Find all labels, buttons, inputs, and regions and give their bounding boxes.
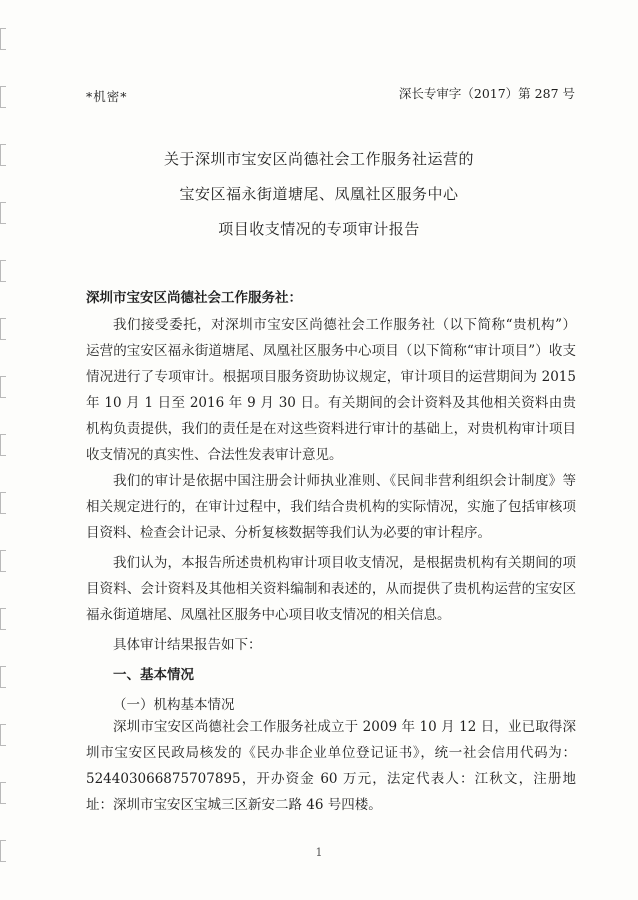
addressee: 深圳市宝安区尚德社会工作服务社： bbox=[86, 290, 302, 306]
binding-mark bbox=[0, 318, 6, 340]
binding-mark bbox=[0, 782, 6, 804]
binding-mark bbox=[0, 724, 6, 746]
paragraph-engagement: 我们接受委托，对深圳市宝安区尚德社会工作服务社（以下简称“贵机构”） 运营的宝安区福永街道塘尾、凤凰社区服务中心项目（以下简称“审计项目”）收支情况进行了专项审计。根据项目服务资助协议规定，审计项目的运营期间为 2015 年 10 月 1 日至 2016 年 9 月 30 日。有关期间的会计资料及其他相关资料由贵机构负责提供，我们的责任是在对这些资料进行审计的基础上，对贵机构审计项目收支情况的真实性、合法性发表审计意见。 bbox=[86, 317, 576, 463]
binding-mark bbox=[0, 28, 6, 50]
report-title-line-3: 项目收支情况的专项审计报告 bbox=[218, 220, 420, 238]
binding-mark bbox=[0, 376, 6, 398]
binding-mark bbox=[0, 608, 6, 630]
report-title-line-2: 宝安区福永街道塘尾、凤凰社区服务中心 bbox=[179, 185, 459, 203]
paragraph-opinion: 我们认为，本报告所述贵机构审计项目收支情况，是根据贵机构有关期间的项目资料、会计资料及其他相关资料编制和表述的，从而提供了贵机构运营的宝安区福永街道塘尾、凤凰社区服务中心项目收支情况的相关信息。 bbox=[86, 555, 576, 623]
page-number: 1 bbox=[315, 846, 323, 859]
paragraph-audit-basis: 我们的审计是依据中国注册会计师执业准则、《民间非营利组织会计制度》等相关规定进行的，在审计过程中，我们结合贵机构的实际情况，实施了包括审核项目资料、检查会计记录、分析复核数据等我们认为必要的审计程序。 bbox=[86, 473, 576, 541]
paragraph-org-details: 深圳市宝安区尚德社会工作服务社成立于 2009 年 10 月 12 日，业已取得深圳市宝安区民政局核发的《民办非企业单位登记证书》，统一社会信用代码为：524403066875707895，开办资金 60 万元，法定代表人：江秋文，注册地址：深圳市宝安区宝城三区新安二路 46 号四楼。 bbox=[86, 719, 576, 813]
binding-mark bbox=[0, 550, 6, 572]
classification-label: *机密* bbox=[86, 89, 128, 104]
binding-edge-marks bbox=[0, 0, 6, 900]
section-heading-basic-info: 一、基本情况 bbox=[113, 667, 194, 683]
reference-number: 深长专审字（2017）第 287 号 bbox=[398, 86, 575, 101]
report-title-line-1: 关于深圳市宝安区尚德社会工作服务社运营的 bbox=[163, 150, 474, 168]
binding-mark bbox=[0, 260, 6, 282]
subsection-heading-org-info: （一）机构基本情况 bbox=[113, 697, 235, 713]
paragraph-results-intro: 具体审计结果报告如下： bbox=[113, 637, 262, 653]
binding-mark bbox=[0, 666, 6, 688]
binding-mark bbox=[0, 434, 6, 456]
binding-mark bbox=[0, 86, 6, 108]
binding-mark bbox=[0, 492, 6, 514]
